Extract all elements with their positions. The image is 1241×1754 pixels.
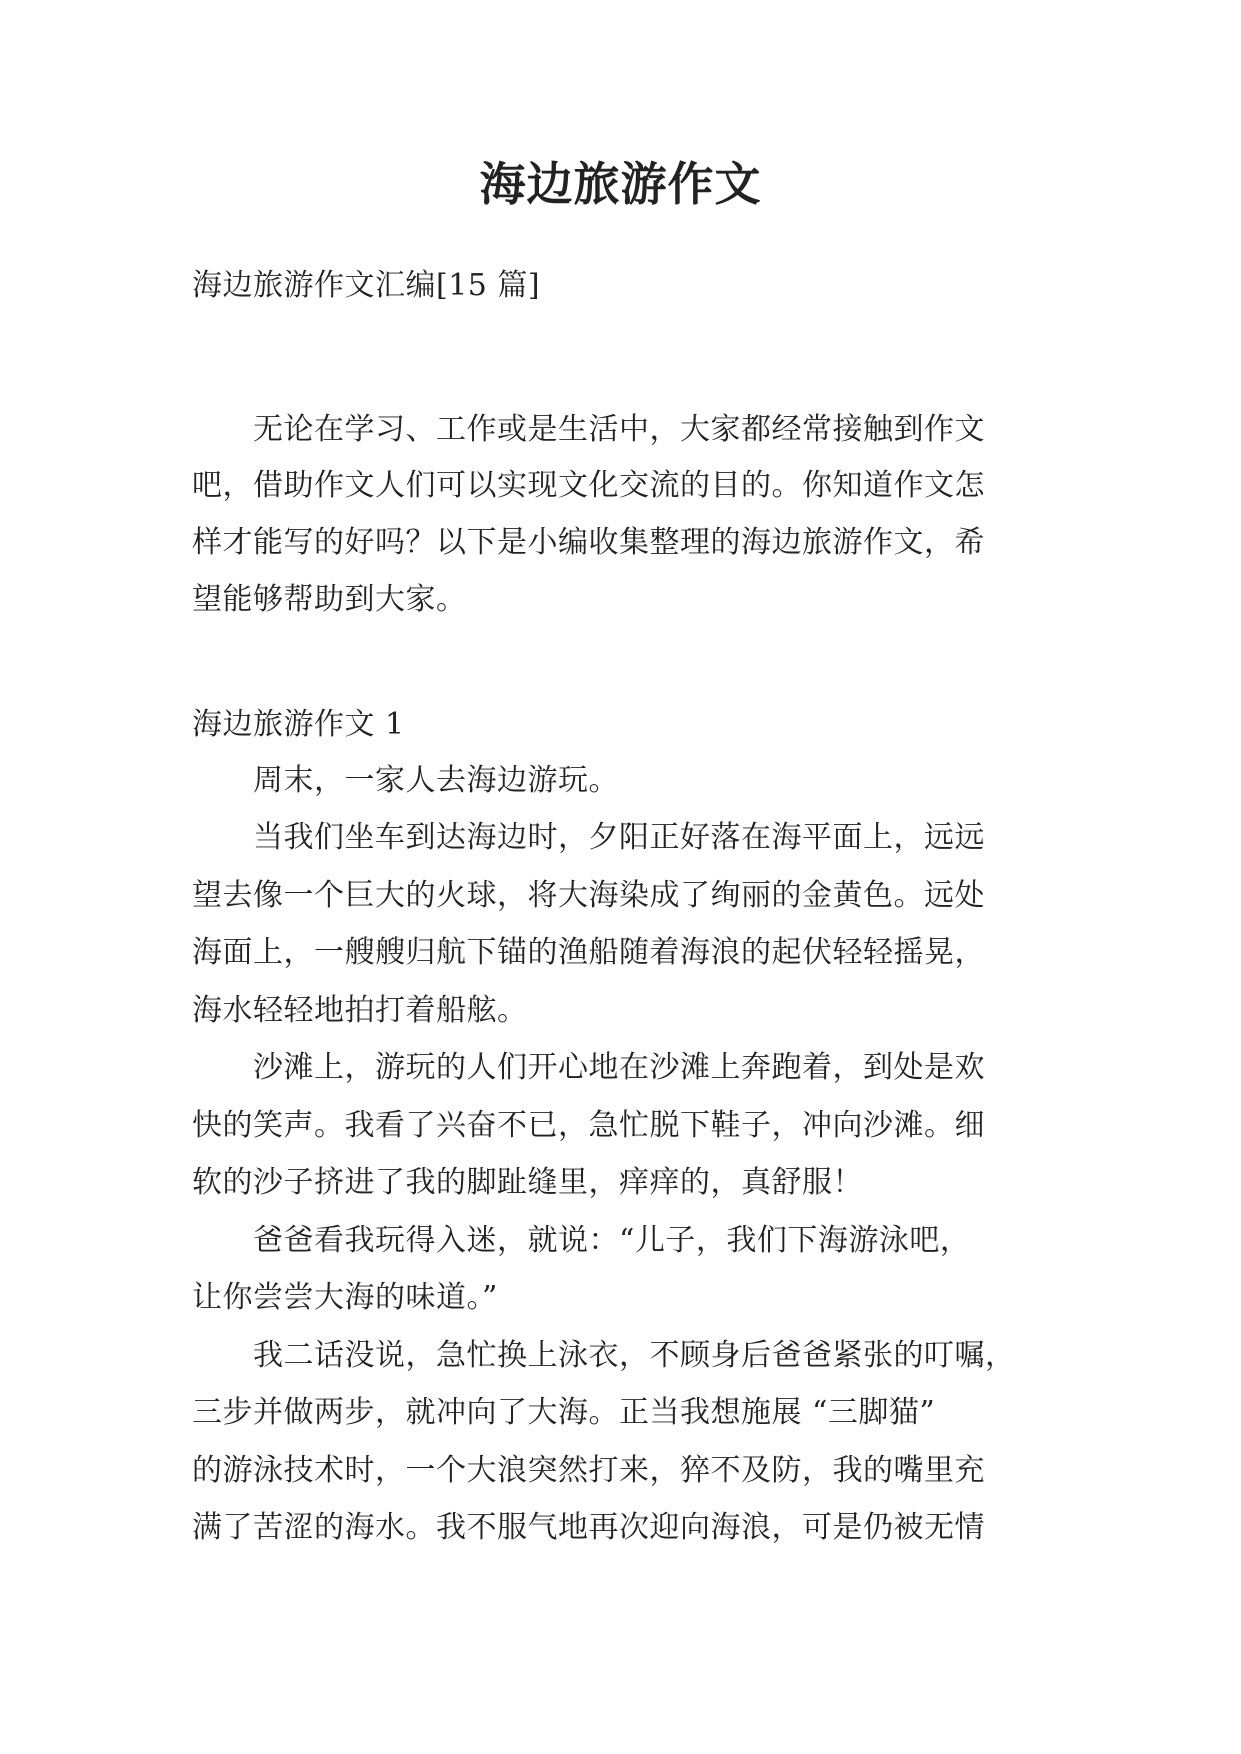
section-heading: 海边旅游作文 1: [192, 707, 405, 742]
intro-line-3: 样才能写的好吗？以下是小编收集整理的海边旅游作文，希: [192, 525, 985, 560]
body-line-9: 爸爸看我玩得入迷，就说：“儿子，我们下海游泳吧，: [192, 1223, 971, 1258]
body-line-3: 望去像一个巨大的火球，将大海染成了绚丽的金黄色。远处: [192, 878, 985, 913]
body-line-13: 的游泳技术时，一个大浪突然打来，猝不及防，我的嘴里充: [192, 1453, 985, 1488]
body-line-6: 沙滩上，游玩的人们开心地在沙滩上奔跑着，到处是欢: [192, 1050, 985, 1085]
body-line-14: 满了苦涩的海水。我不服气地再次迎向海浪，可是仍被无情: [192, 1510, 985, 1545]
body-line-4: 海面上，一艘艘归航下锚的渔船随着海浪的起伏轻轻摇晃，: [192, 935, 985, 970]
document-subtitle: 海边旅游作文汇编[15 篇]: [192, 268, 541, 303]
intro-line-1: 无论在学习、工作或是生活中，大家都经常接触到作文: [192, 412, 985, 447]
intro-line-4: 望能够帮助到大家。: [192, 582, 467, 617]
body-line-11: 我二话没说，急忙换上泳衣，不顾身后爸爸紧张的叮嘱，: [192, 1338, 1016, 1373]
body-line-5: 海水轻轻地拍打着船舷。: [192, 993, 528, 1028]
body-line-10: 让你尝尝大海的味道。”: [192, 1280, 498, 1315]
body-line-1: 周末，一家人去海边游玩。: [192, 763, 619, 798]
body-line-12: 三步并做两步，就冲向了大海。正当我想施展 “三脚猫”: [192, 1395, 936, 1430]
body-line-2: 当我们坐车到达海边时，夕阳正好落在海平面上，远远: [192, 820, 985, 855]
intro-line-2: 吧，借助作文人们可以实现文化交流的目的。你知道作文怎: [192, 468, 985, 503]
body-line-7: 快的笑声。我看了兴奋不已，急忙脱下鞋子，冲向沙滩。细: [192, 1108, 985, 1143]
body-line-8: 软的沙子挤进了我的脚趾缝里，痒痒的，真舒服！: [192, 1165, 863, 1200]
document-title: 海边旅游作文: [479, 157, 762, 211]
